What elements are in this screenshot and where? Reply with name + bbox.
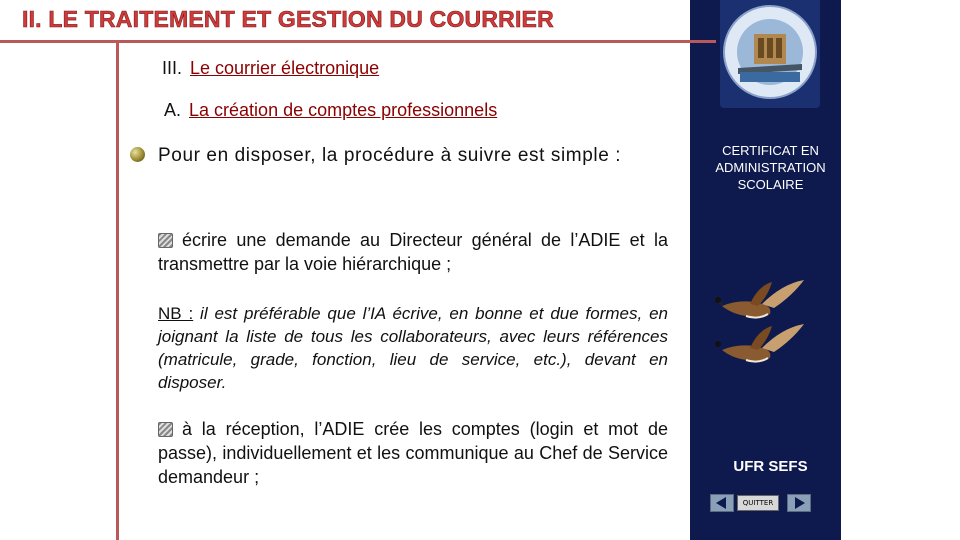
slide-title: II. LE TRAITEMENT ET GESTION DU COURRIER	[22, 6, 554, 32]
section-heading	[162, 58, 379, 79]
subsection-link[interactable]: La création de comptes professionnels	[189, 100, 498, 120]
nb-label: NB :	[158, 304, 194, 323]
step2-text: à la réception, l’ADIE crée les comptes (login et mot de passe), individuellement et les communique au Chef de Service demandeur ;	[158, 419, 668, 487]
section-number: III.	[162, 58, 183, 78]
nb-paragraph	[158, 302, 668, 394]
intro-paragraph	[130, 144, 675, 168]
step1-text: écrire une demande au Directeur général de l’ADIE et la transmettre par la voie hiérarchique ;	[158, 230, 668, 274]
title-underline	[0, 40, 716, 43]
intro-text: Pour en disposer, la procédure à suivre est simple :	[158, 145, 622, 166]
step1-paragraph	[158, 228, 668, 276]
section-link[interactable]: Le courrier électronique	[190, 58, 380, 78]
university-logo	[720, 0, 820, 108]
nb-text: il est préférable que l’IA écrive, en bonne et due formes, en joignant la liste de tous les collaborateurs, avec leurs références (matricule, grade, fonction, lieu de service, etc.), devant en disposer.	[158, 304, 668, 392]
subsection-number: A.	[164, 100, 182, 120]
previous-slide-button[interactable]	[710, 494, 734, 512]
left-vertical-rule	[116, 42, 119, 540]
step2-paragraph	[158, 417, 668, 489]
subsection-heading	[164, 100, 497, 121]
left-arrow-icon	[716, 497, 726, 509]
quit-button[interactable]: QUITTER	[737, 495, 779, 511]
certificate-title: CERTIFICAT EN ADMINISTRATION SCOLAIRE	[715, 143, 826, 192]
next-slide-button[interactable]	[787, 494, 811, 512]
geese-illustration-icon	[712, 278, 812, 378]
ufr-label: UFR SEFS	[733, 458, 808, 475]
logo-seal-icon	[720, 0, 820, 108]
right-arrow-icon	[795, 497, 805, 509]
